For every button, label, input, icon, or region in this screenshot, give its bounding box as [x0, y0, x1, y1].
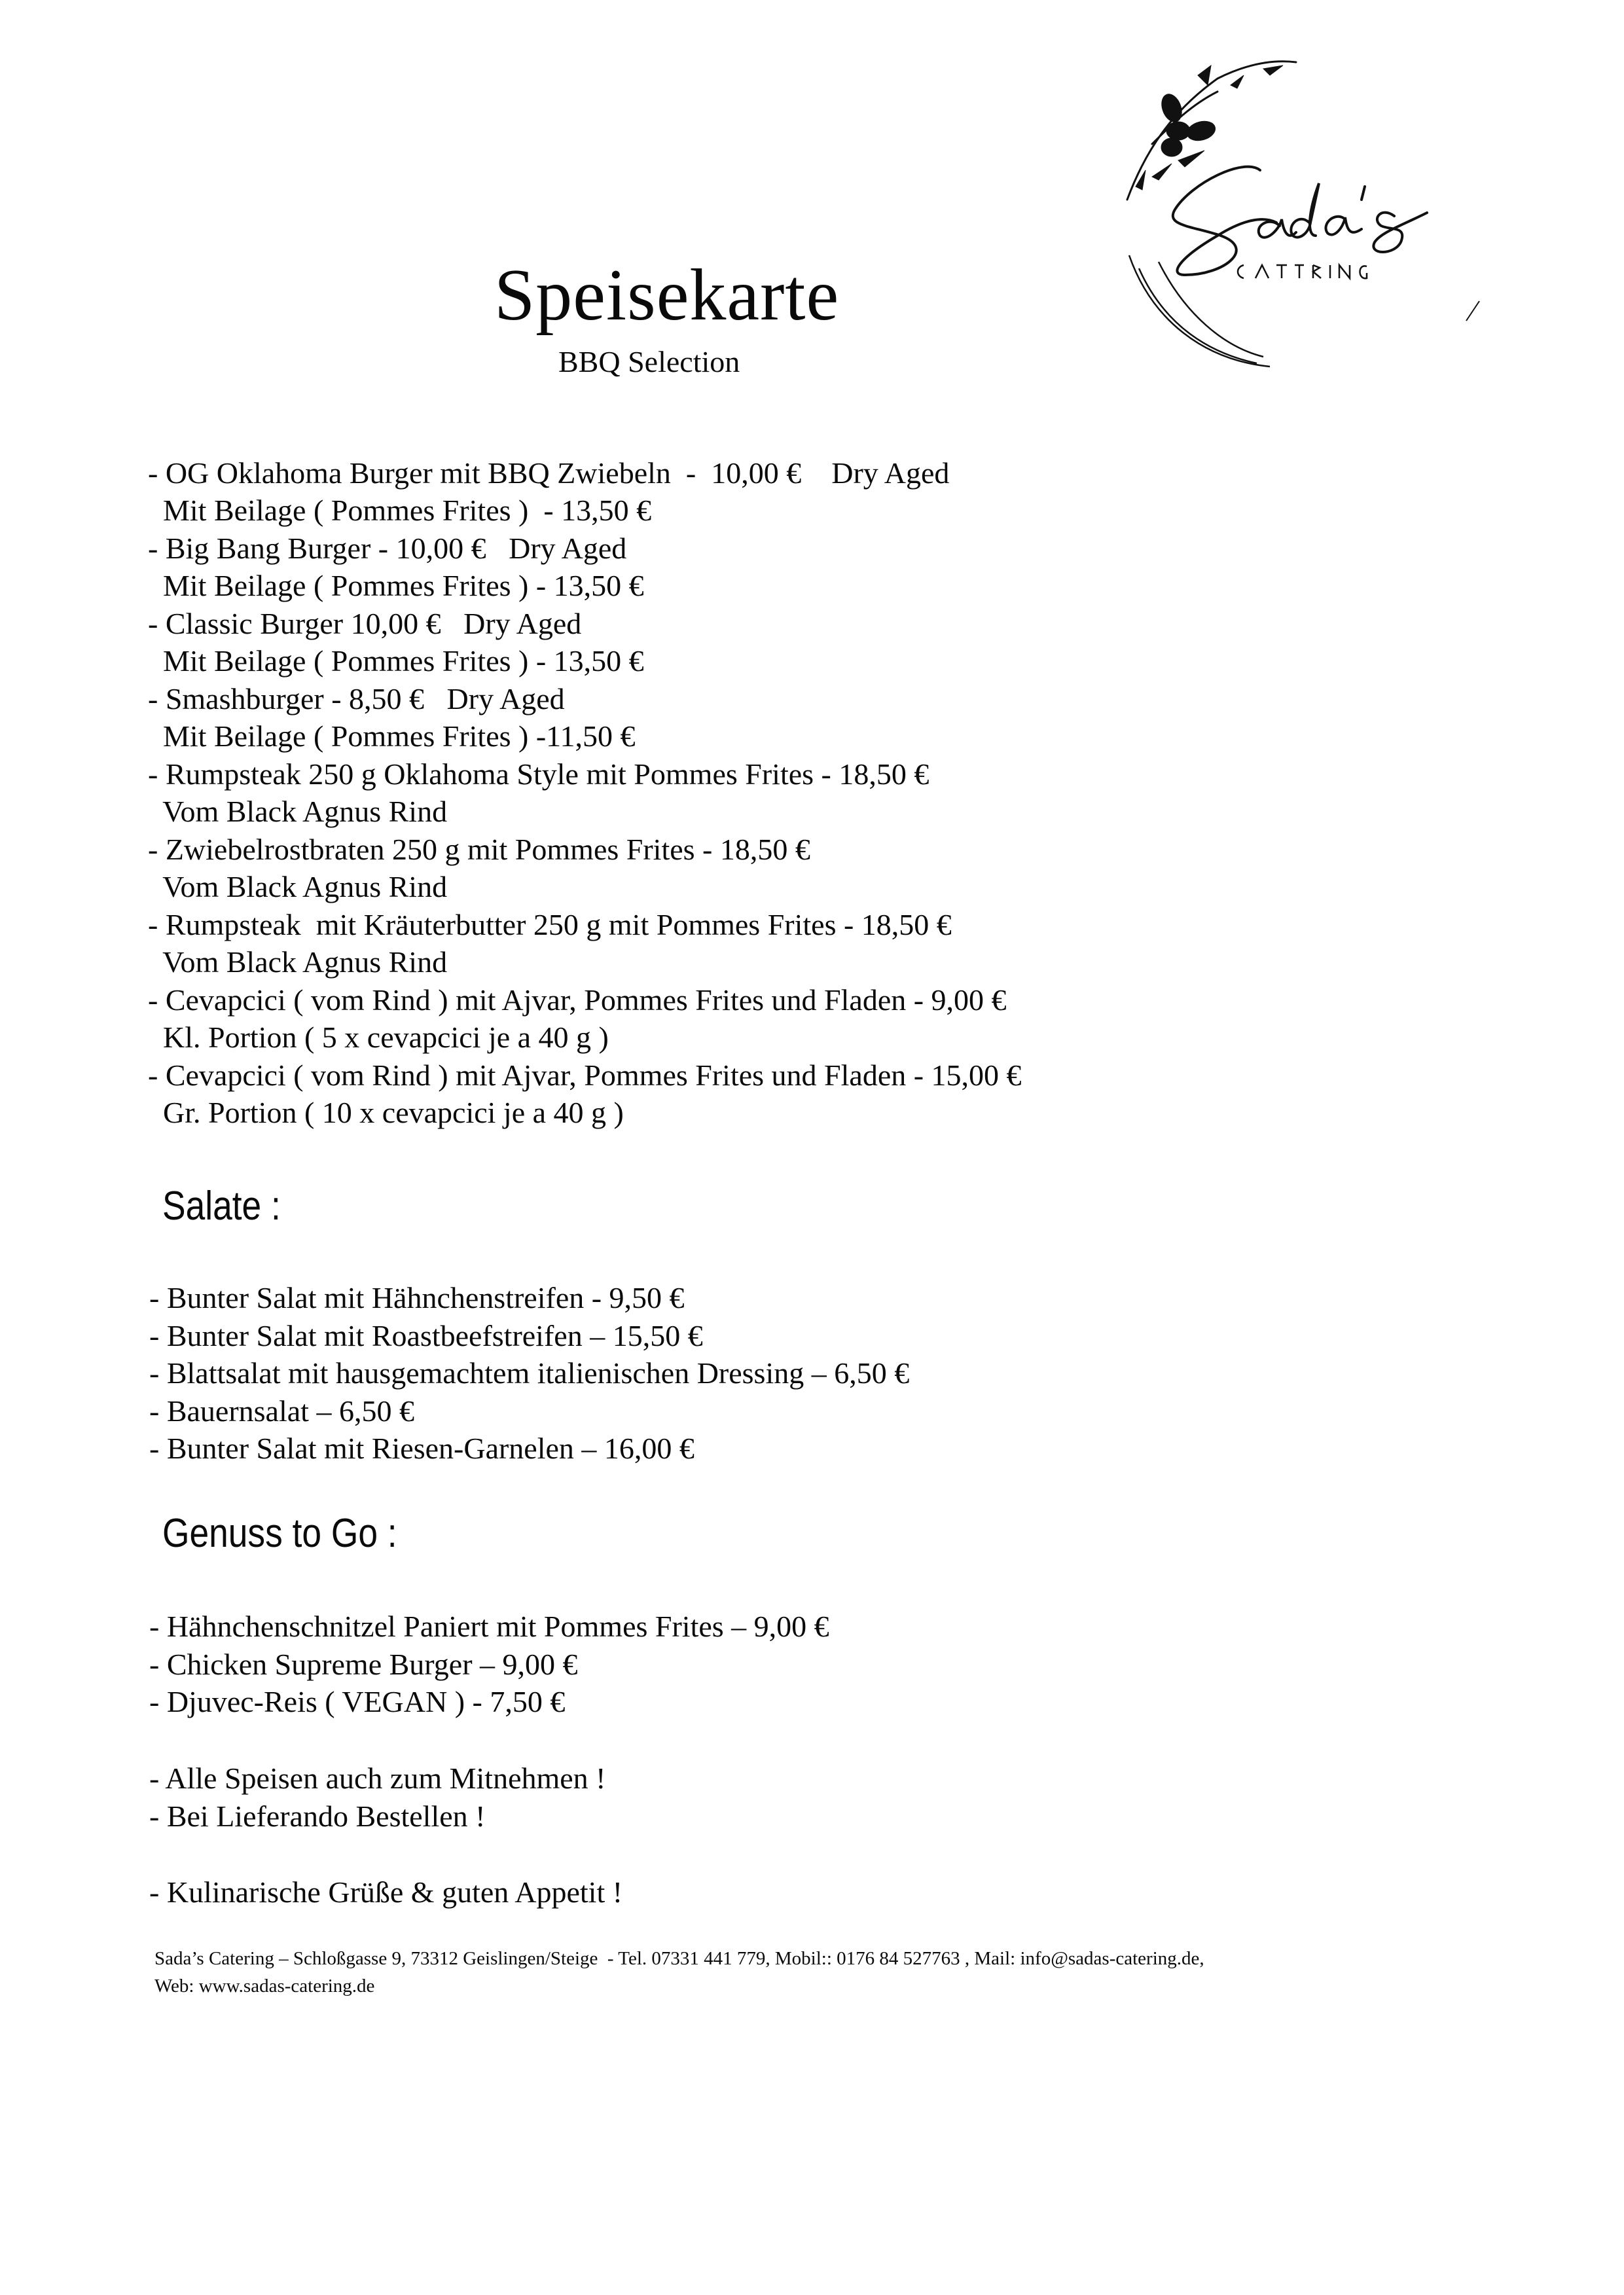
logo-swooshes	[1129, 255, 1479, 367]
menu-line: - Djuvec-Reis ( VEGAN ) - 7,50 €	[149, 1685, 566, 1718]
menu-line: - Rumpsteak mit Kräuterbutter 250 g mit Pommes Frites - 18,50 €	[148, 908, 952, 941]
menu-line: - Cevapcici ( vom Rind ) mit Ajvar, Pommes Frites und Fladen - 15,00 €	[148, 1058, 1022, 1092]
menu-line: Kl. Portion ( 5 x cevapcici je a 40 g )	[148, 1021, 609, 1054]
footer-web: Web: www.sadas-catering.de	[154, 1976, 375, 1997]
menu-line: - Chicken Supreme Burger – 9,00 €	[149, 1648, 578, 1681]
menu-line: - Blattsalat mit hausgemachtem italienischen Dressing – 6,50 €	[149, 1356, 910, 1390]
menu-line: - Cevapcici ( vom Rind ) mit Ajvar, Pommes Frites und Fladen - 9,00 €	[148, 983, 1007, 1017]
sadas-catering-logo	[1113, 39, 1538, 465]
menu-line: - Hähnchenschnitzel Paniert mit Pommes Frites – 9,00 €	[149, 1610, 829, 1643]
logo-catering-lettering	[1238, 265, 1367, 278]
menu-line: Mit Beilage ( Pommes Frites ) - 13,50 €	[148, 644, 644, 678]
menu-line: - Classic Burger 10,00 € Dry Aged	[148, 607, 582, 640]
menu-line: - Bunter Salat mit Riesen-Garnelen – 16,00 €	[149, 1432, 695, 1465]
page-subtitle: BBQ Selection	[558, 345, 740, 378]
menu-line: Vom Black Agnus Rind	[148, 945, 448, 979]
section-heading-salate: Salate :	[162, 1184, 281, 1229]
menu-line: - Bunter Salat mit Roastbeefstreifen – 15,50 €	[149, 1319, 703, 1352]
menu-line: Mit Beilage ( Pommes Frites ) -11,50 €	[148, 719, 636, 753]
menu-line: - Bauernsalat – 6,50 €	[149, 1394, 414, 1428]
menu-line: Mit Beilage ( Pommes Frites ) - 13,50 €	[148, 569, 644, 602]
menu-line: Mit Beilage ( Pommes Frites ) - 13,50 €	[148, 494, 652, 527]
menu-line: - Smashburger - 8,50 € Dry Aged	[148, 682, 565, 715]
page-title: Speisekarte	[494, 255, 840, 336]
closing-line: - Kulinarische Grüße & guten Appetit !	[149, 1875, 623, 1909]
menu-line: Vom Black Agnus Rind	[148, 870, 448, 903]
menu-line: - Zwiebelrostbraten 250 g mit Pommes Frites - 18,50 €	[148, 833, 810, 866]
note-line: - Bei Lieferando Bestellen !	[149, 1799, 486, 1833]
footer-contact: Sada’s Catering – Schloßgasse 9, 73312 Geislingen/Steige - Tel. 07331 441 779, Mobil:: 0176 84 527763 , Mail: info@sadas-catering.de,	[154, 1948, 1204, 1969]
logo-script-sadas	[1173, 167, 1427, 275]
menu-line: Gr. Portion ( 10 x cevapcici je a 40 g )	[148, 1096, 624, 1129]
menu-line: Vom Black Agnus Rind	[148, 795, 448, 828]
menu-line: - Rumpsteak 250 g Oklahoma Style mit Pommes Frites - 18,50 €	[148, 757, 929, 791]
menu-line: - OG Oklahoma Burger mit BBQ Zwiebeln - 10,00 € Dry Aged	[148, 456, 950, 490]
menu-line: - Bunter Salat mit Hähnchenstreifen - 9,50 €	[149, 1281, 685, 1314]
menu-line: - Big Bang Burger - 10,00 € Dry Aged	[148, 532, 627, 565]
note-line: - Alle Speisen auch zum Mitnehmen !	[149, 1762, 606, 1795]
section-heading-to-go: Genuss to Go :	[162, 1511, 397, 1556]
